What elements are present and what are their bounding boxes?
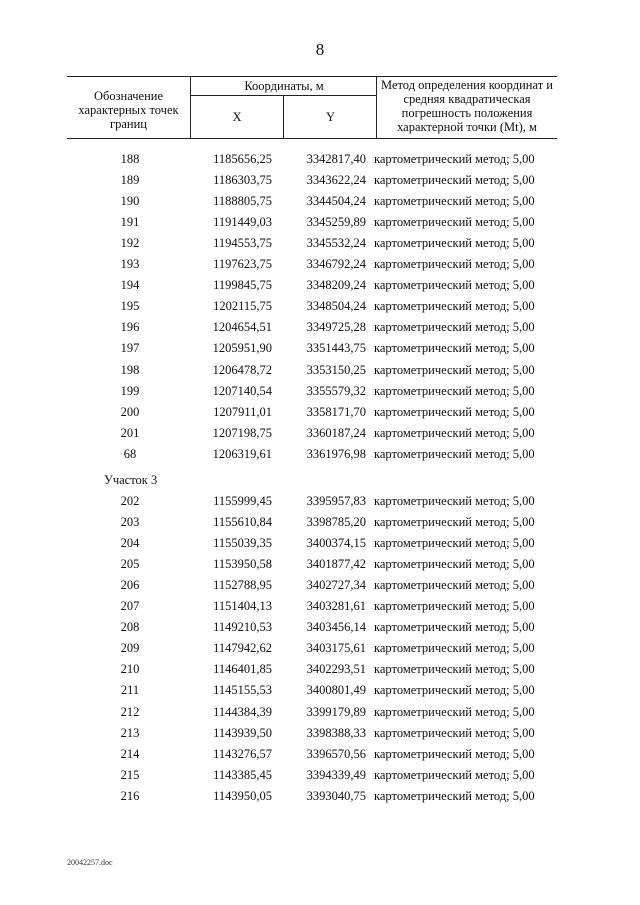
method-cell: картометрический метод; 5,00 (374, 257, 535, 272)
table-row (0, 575, 640, 596)
coord-y: 3345532,24 (306, 236, 366, 251)
point-number: 215 (120, 767, 140, 782)
coord-x: 1194553,75 (213, 236, 272, 251)
coord-x: 1206319,61 (212, 446, 272, 461)
coord-y: 3394339,49 (306, 767, 366, 782)
coord-x: 1143950,05 (213, 788, 272, 803)
method-cell: картометрический метод; 5,00 (374, 173, 535, 188)
header-coordinates-title: Координаты, м (191, 77, 377, 96)
point-number: 214 (120, 746, 140, 761)
coord-y: 3402727,34 (306, 578, 366, 593)
coord-x: 1152788,95 (213, 578, 272, 593)
coord-x: 1145155,53 (213, 683, 272, 698)
table-row (0, 702, 640, 723)
method-cell: картометрический метод; 5,00 (374, 341, 535, 356)
method-cell: картометрический метод; 5,00 (374, 383, 535, 398)
coord-y: 3360187,24 (306, 425, 366, 440)
point-number: 68 (123, 446, 137, 461)
coord-y: 3403456,14 (306, 620, 366, 635)
table-row (0, 212, 640, 233)
coord-x: 1199845,75 (213, 278, 272, 293)
coord-y: 3396570,56 (306, 746, 366, 761)
point-number: 190 (120, 194, 140, 209)
point-number: 208 (120, 620, 140, 635)
table-row (0, 423, 640, 444)
table-row (0, 444, 640, 465)
method-cell: картометрический метод; 5,00 (374, 641, 535, 656)
header-coordinates (191, 77, 377, 138)
coord-y: 3403175,61 (306, 641, 366, 656)
coord-y: 3353150,25 (306, 362, 366, 377)
table-row (0, 170, 640, 191)
point-number: 193 (120, 257, 140, 272)
table-row (0, 233, 640, 254)
method-cell: картометрический метод; 5,00 (374, 683, 535, 698)
coord-y: 3398785,20 (306, 515, 366, 530)
method-cell: картометрический метод; 5,00 (374, 404, 535, 419)
table-row (0, 617, 640, 638)
point-number: 216 (120, 788, 140, 803)
table-row (0, 512, 640, 533)
table-row (0, 338, 640, 359)
point-number: 213 (120, 725, 140, 740)
coord-x: 1191449,03 (213, 215, 272, 230)
coord-x: 1207140,54 (212, 383, 272, 398)
coord-x: 1143385,45 (213, 767, 272, 782)
coord-x: 1147942,62 (213, 641, 272, 656)
table-row (0, 296, 640, 317)
coord-x: 1206478,72 (212, 362, 272, 377)
point-number: 196 (120, 320, 140, 335)
coord-y: 3398388,33 (306, 725, 366, 740)
coord-y: 3361976,98 (306, 446, 366, 461)
table-row (0, 402, 640, 423)
coord-y: 3402293,51 (306, 662, 366, 677)
point-number: 199 (120, 383, 140, 398)
point-number: 198 (120, 362, 140, 377)
table-row (0, 317, 640, 338)
header-method: Метод определения координат и средняя квадратическая погрешность положения характерной точки (Mt), м (381, 78, 553, 134)
table-row (0, 554, 640, 575)
section-label: Участок 3 (104, 473, 158, 487)
method-cell: картометрический метод; 5,00 (374, 236, 535, 251)
point-number: 209 (120, 641, 140, 656)
point-number: 203 (120, 515, 140, 530)
method-cell: картометрический метод; 5,00 (374, 662, 535, 677)
point-number: 195 (120, 299, 140, 314)
table-row (0, 275, 640, 296)
coord-y: 3344504,24 (306, 194, 366, 209)
coord-y: 3395957,83 (306, 494, 366, 508)
method-cell: картометрический метод; 5,00 (374, 152, 535, 166)
method-cell: картометрический метод; 5,00 (374, 278, 535, 293)
point-number: 188 (120, 152, 140, 166)
method-cell: картометрический метод; 5,00 (374, 599, 535, 614)
table-row (0, 680, 640, 701)
coord-x: 1207911,01 (213, 404, 272, 419)
coord-y: 3401877,42 (306, 557, 366, 572)
point-number: 192 (120, 236, 140, 251)
table-row (0, 659, 640, 680)
point-number: 191 (120, 215, 140, 230)
table-row (0, 744, 640, 765)
point-number: 211 (120, 683, 140, 698)
point-number: 210 (120, 662, 140, 677)
table-row (0, 191, 640, 212)
method-cell: картометрический метод; 5,00 (374, 362, 535, 377)
method-cell: картометрический метод; 5,00 (374, 620, 535, 635)
coord-y: 3342817,40 (306, 152, 366, 166)
method-cell: картометрический метод; 5,00 (374, 299, 535, 314)
coord-y: 3358171,70 (306, 404, 366, 419)
coord-y: 3351443,75 (306, 341, 366, 356)
point-number: 207 (120, 599, 140, 614)
point-number: 212 (120, 704, 140, 719)
method-cell: картометрический метод; 5,00 (374, 788, 535, 803)
coord-x: 1143939,50 (213, 725, 272, 740)
coord-x: 1151404,13 (213, 599, 272, 614)
coord-y: 3343622,24 (306, 173, 366, 188)
table-row (0, 596, 640, 617)
method-cell: картометрический метод; 5,00 (374, 578, 535, 593)
point-number: 200 (120, 404, 140, 419)
coord-y: 3345259,89 (306, 215, 366, 230)
coord-y: 3400801,49 (306, 683, 366, 698)
point-number: 204 (120, 536, 140, 551)
method-cell: картометрический метод; 5,00 (374, 425, 535, 440)
method-cell: картометрический метод; 5,00 (374, 536, 535, 551)
coord-x: 1153950,58 (213, 557, 272, 572)
coord-y: 3399179,89 (306, 704, 366, 719)
point-number: 189 (120, 173, 140, 188)
coord-x: 1207198,75 (212, 425, 272, 440)
method-cell: картометрический метод; 5,00 (374, 194, 535, 209)
method-cell: картометрический метод; 5,00 (374, 557, 535, 572)
coord-x: 1149210,53 (213, 620, 272, 635)
coord-x: 1185656,25 (213, 152, 272, 166)
coord-x: 1205951,90 (212, 341, 272, 356)
point-number: 205 (120, 557, 140, 572)
coord-x: 1155999,45 (213, 494, 272, 508)
page-number: 8 (315, 40, 325, 59)
header-designation: Обозначение характерных точек границ (67, 77, 191, 138)
coord-y: 3403281,61 (306, 599, 366, 614)
method-cell: картометрический метод; 5,00 (374, 725, 535, 740)
method-cell: картометрический метод; 5,00 (374, 515, 535, 530)
table-row (0, 723, 640, 744)
coord-x: 1188805,75 (213, 194, 272, 209)
coord-y: 3348504,24 (306, 299, 366, 314)
method-cell: картометрический метод; 5,00 (374, 767, 535, 782)
coord-x: 1155039,35 (213, 536, 272, 551)
table-row (0, 149, 640, 170)
method-cell: картометрический метод; 5,00 (374, 446, 535, 461)
point-number: 194 (120, 278, 140, 293)
coord-y: 3349725,28 (306, 320, 366, 335)
coord-y: 3355579,32 (306, 383, 366, 398)
coord-y: 3346792,24 (306, 257, 366, 272)
point-number: 202 (120, 494, 140, 508)
method-cell: картометрический метод; 5,00 (374, 215, 535, 230)
coord-x: 1143276,57 (213, 746, 272, 761)
table-row (0, 360, 640, 381)
coord-x: 1155610,84 (213, 515, 272, 530)
table-row (0, 254, 640, 275)
method-cell: картометрический метод; 5,00 (374, 320, 535, 335)
table-row (0, 786, 640, 807)
coord-x: 1144384,39 (213, 704, 272, 719)
point-number: 201 (120, 425, 140, 440)
coord-x: 1186303,75 (213, 173, 272, 188)
method-cell: картометрический метод; 5,00 (374, 746, 535, 761)
header-y: Y (325, 110, 336, 124)
table-row (0, 638, 640, 659)
coord-x: 1146401,85 (213, 662, 272, 677)
table-row (0, 381, 640, 402)
point-number: 197 (120, 341, 140, 356)
coord-y: 3348209,24 (306, 278, 366, 293)
table-header (67, 76, 557, 139)
table-row (0, 533, 640, 554)
point-number: 206 (120, 578, 140, 593)
coord-x: 1204654,51 (212, 320, 272, 335)
footer-filename: 20042257.doc (67, 858, 113, 867)
table-row (0, 491, 640, 512)
method-cell: картометрический метод; 5,00 (374, 494, 535, 508)
method-cell: картометрический метод; 5,00 (374, 704, 535, 719)
coord-x: 1197623,75 (213, 257, 272, 272)
coord-y: 3400374,15 (306, 536, 366, 551)
table-row (0, 765, 640, 786)
coord-y: 3393040,75 (306, 788, 366, 803)
header-x: X (191, 96, 284, 138)
coord-x: 1202115,75 (213, 299, 272, 314)
